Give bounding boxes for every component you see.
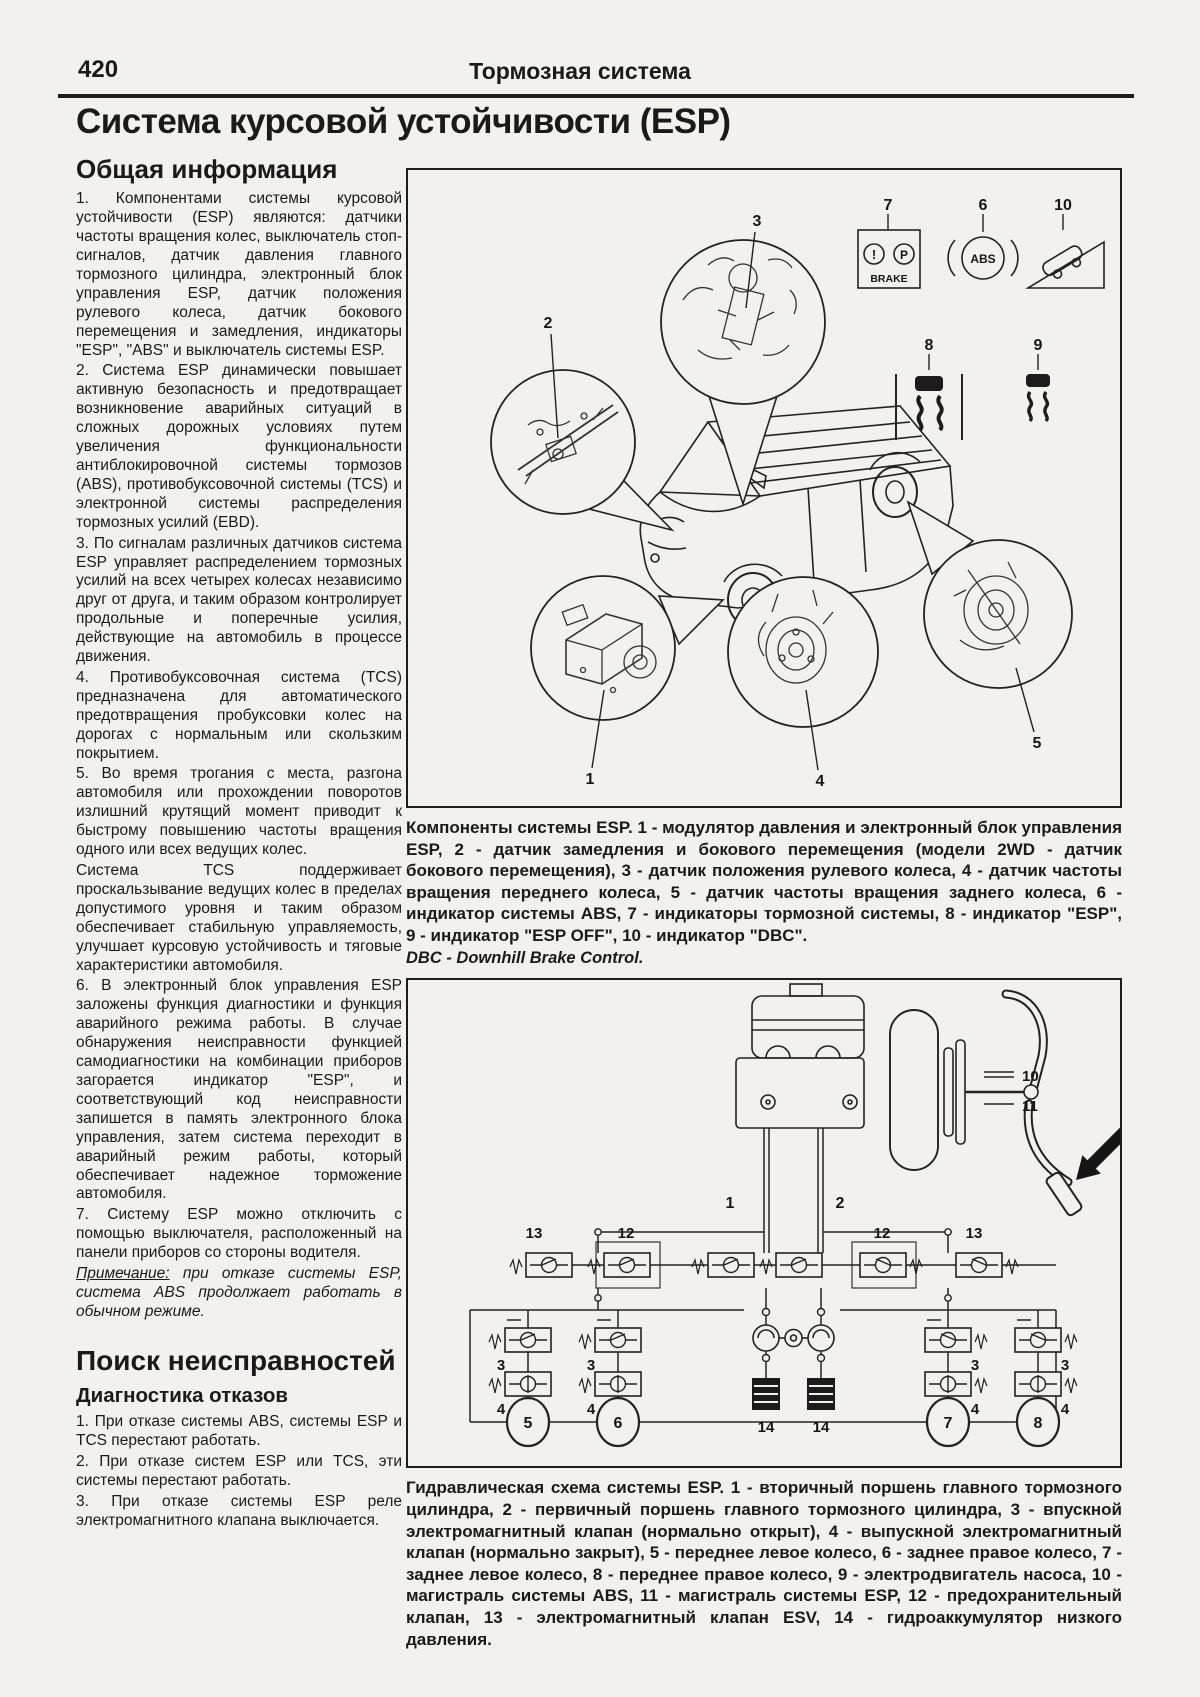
page-number: 420 <box>78 56 119 83</box>
trouble-item: 1. При отказе системы ABS, системы ESP и TCS перестают работать. <box>76 1413 402 1450</box>
hydraulic-schematic-drawing <box>408 980 1120 1466</box>
esp-components-figure <box>406 168 1122 808</box>
pedal-arrow <box>1076 1128 1120 1180</box>
abs-indicator-icon <box>948 197 1018 279</box>
note-label: Примечание: <box>76 1265 170 1283</box>
label-2: 2 <box>835 1195 845 1213</box>
parking-glyph: P <box>899 248 909 262</box>
label-3: 3 <box>586 1357 596 1375</box>
hydraulic-schematic-figure <box>406 978 1122 1468</box>
accumulators <box>752 1378 835 1436</box>
legend-label-10: 10 <box>1022 1068 1039 1086</box>
paragraph: Система TCS поддерживает проскальзывание ведущих колес в пределах допустимого уровня и таким образом обеспечивает стабильную управляемость, улучшает курсовую устойчивость и тяговые характеристики автомобиля. <box>76 862 402 974</box>
paragraph: 5. Во время трогания с места, разгона автомобиля или прохождении поворотов излишний крутящий момент приводит к быстрому повышению частоты вращения одного или всех ведущих колес. <box>76 765 402 859</box>
note-text: при отказе системы ESP, система ABS продолжает работать в обычном режиме. <box>76 1265 402 1320</box>
callout-label-1: 1 <box>585 771 595 788</box>
legend-label-11: 11 <box>1022 1098 1038 1116</box>
label-4: 4 <box>496 1401 506 1419</box>
esp-off-indicator-icon <box>1026 337 1050 421</box>
callout-circle-5 <box>924 540 1072 688</box>
dbc-indicator-icon <box>1028 197 1104 288</box>
paragraph: 4. Противобуксовочная система (TCS) предназначена для автоматического предотвращения пробуксовки колес на дорогах с нормальным или скользким покрытием. <box>76 668 402 762</box>
figure1-caption: Компоненты системы ESP. 1 - модулятор давления и электронный блок управления ESP, 2 - датчик замедления и бокового перемещения (модели 2WD - датчик бокового перемещения), 3 - датчик положения рулевого колеса, 4 - датчик частоты вращения переднего колеса, 5 - датчик частоты вращения заднего колеса, 6 - индикатор системы ABS, 7 - индикаторы тормозной системы, 8 - индикатор "ESP", 9 - индикатор "ESP OFF", 10 - индикатор "DBC". <box>406 818 1122 945</box>
abs-text: ABS <box>970 252 996 266</box>
icon-label-10: 10 <box>1054 197 1072 214</box>
trouble-item: 2. При отказе систем ESP или TCS, эти системы перестают работать. <box>76 1452 402 1489</box>
label-3: 3 <box>970 1357 980 1375</box>
figure-column <box>406 168 1122 1653</box>
paragraph: 3. По сигналам различных датчиков система ESP управляет распределением тормозных усилий на всех четырех колесах независимо друг от друга, и таким образом контролирует продольные и поперечные усилия, действующие на автомобиль в процессе движения. <box>76 534 402 666</box>
icon-label-9: 9 <box>1033 337 1043 354</box>
callout-label-2: 2 <box>543 315 553 332</box>
diagnostics-subheading: Диагностика отказов <box>76 1384 288 1408</box>
master-cylinder <box>736 984 864 1128</box>
label-14: 14 <box>812 1419 830 1437</box>
troubleshooting-heading: Поиск неисправностей <box>76 1344 396 1376</box>
wheel-label-5: 5 <box>523 1415 533 1433</box>
paragraph: 7. Систему ESP можно отключить с помощью выключателя, расположенный на панели приборов со стороны водителя. <box>76 1206 402 1262</box>
label-4: 4 <box>586 1401 596 1419</box>
wheel-valves <box>489 1328 1077 1418</box>
label-12: 12 <box>617 1225 635 1243</box>
paragraph: 2. Система ESP динамически повышает активную безопасность и предотвращает возникновение аварийных ситуаций в сложных дорожных условиях путем увеличения функциональности антиблокировочной системы тормозов (ABS), противобуксовочной системы (TCS) и электронной системы распределения тормозных усилий (EBD). <box>76 362 402 531</box>
esp-indicator-icon <box>896 337 962 440</box>
callout-label-4: 4 <box>815 773 825 790</box>
paragraph: 1. Компонентами системы курсовой устойчивости (ESP) являются: датчики частоты вращения колес, выключатель стоп-сигналов, датчик давления главного тормозного цилиндра, электронный блок управления ESP, датчик положения рулевого колеса, датчик бокового перемещения и замедления, индикаторы "ESP", "ABS" и выключатель системы ESP. <box>76 190 402 359</box>
text-column <box>76 154 402 1533</box>
figure1-footnote: DBC - Downhill Brake Control. <box>406 949 644 968</box>
label-13: 13 <box>525 1225 543 1243</box>
esp-components-drawing <box>408 170 1120 806</box>
callout-label-3: 3 <box>752 213 762 230</box>
figure2-caption: Гидравлическая схема системы ESP. 1 - вторичный поршень главного тормозного цилиндра, 2 - первичный поршень главного тормозного цилиндра, 3 - впускной электромагнитный клапан (нормально открыт), 4 - выпускной электромагнитный клапан (нормально закрыт), 5 - переднее левое колесо, 6 - заднее правое колесо, 7 - заднее левое колесо, 8 - переднее правое колесо, 9 - электродвигатель насоса, 10 - магистраль системы ABS, 11 - магистраль системы ESP, 12 - предохранительный клапан, 13 - электромагнитный клапан ESV, 14 - гидроаккумулятор низкого давления. <box>406 1478 1122 1649</box>
label-4: 4 <box>970 1401 980 1419</box>
paragraph: 6. В электронный блок управления ESP заложены функция диагностики и функция аварийного режима работы. В случае обнаружения неисправности функцией самодиагностики на комбинации приборов загорается индикатор "ESP", и соответствующий код неисправности запишется в память электронного блока управления, затем система переходит в аварийный режим работы, который обеспечивает надежное торможение автомобиля. <box>76 977 402 1203</box>
callout-label-5: 5 <box>1032 735 1042 752</box>
label-3: 3 <box>1060 1357 1070 1375</box>
label-12: 12 <box>873 1225 891 1243</box>
wheel-label-8: 8 <box>1033 1415 1043 1433</box>
chapter-title: Тормозная система <box>469 58 691 84</box>
trouble-item: 3. При отказе системы ESP реле электромагнитного клапана выключается. <box>76 1492 402 1529</box>
icon-label-6: 6 <box>978 197 988 214</box>
label-3: 3 <box>496 1357 506 1375</box>
brake-text: BRAKE <box>870 273 908 285</box>
note <box>76 1265 402 1322</box>
wheel-label-6: 6 <box>613 1415 623 1433</box>
callout-circle-2 <box>491 370 635 514</box>
label-14: 14 <box>757 1419 775 1437</box>
check-valves <box>595 1229 951 1362</box>
wheel-label-7: 7 <box>943 1415 953 1433</box>
esv-valve <box>510 1253 572 1277</box>
label-1: 1 <box>725 1195 735 1213</box>
pump-and-motor <box>753 1325 834 1351</box>
exclamation-glyph: ! <box>871 247 877 262</box>
brake-booster <box>890 1010 1026 1170</box>
page-title: Система курсовой устойчивости (ESP) <box>76 102 731 141</box>
icon-label-8: 8 <box>924 337 934 354</box>
header-rule <box>58 94 1134 98</box>
brake-indicator-icon <box>858 197 920 288</box>
general-info-heading: Общая информация <box>76 154 338 184</box>
label-13: 13 <box>965 1225 983 1243</box>
callout-circles <box>491 240 1072 727</box>
label-4: 4 <box>1060 1401 1070 1419</box>
icon-label-7: 7 <box>883 197 893 214</box>
